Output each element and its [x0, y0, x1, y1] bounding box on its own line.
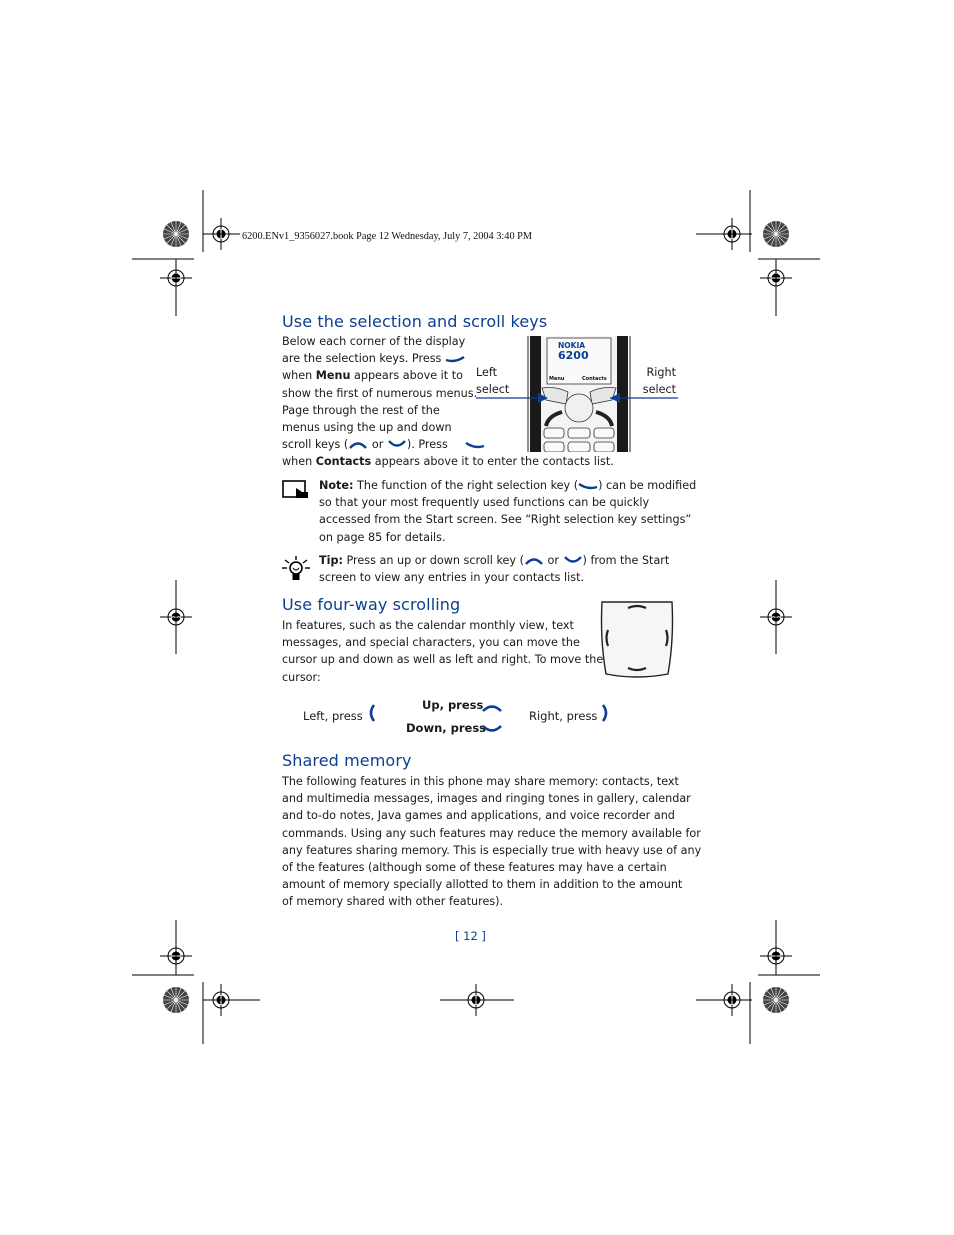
- page-number: [ 12 ]: [455, 929, 486, 943]
- para-line: [282, 453, 682, 470]
- tip-block: [319, 552, 689, 586]
- four-way-key-illustration: [600, 600, 674, 678]
- scroll-down-icon: [481, 725, 503, 735]
- left-select-key-icon: [445, 354, 465, 363]
- para-line: amount of memory specially allotted to them in addition to the amount: [282, 878, 683, 892]
- section-title-four-way: Use four-way scrolling: [282, 595, 461, 614]
- tip-line: [319, 552, 689, 569]
- note-block: [319, 477, 697, 546]
- para-line: Page through the rest of the: [282, 403, 440, 417]
- para-text: appears above it to enter the contacts list.: [371, 455, 614, 469]
- para-text: or: [368, 438, 387, 452]
- tip-text: Press an up or down scroll key (: [342, 554, 524, 567]
- para-line: and multimedia messages, images and ringing tones in gallery, calendar: [282, 792, 691, 806]
- phone-softkey-left: Menu: [549, 376, 565, 382]
- callout-line: Left: [476, 366, 498, 379]
- menu-word: Menu: [315, 369, 351, 383]
- down-press-text: Down, press: [406, 721, 487, 735]
- note-line: [319, 477, 697, 494]
- four-way-paragraph: [282, 617, 602, 686]
- section-title-selection-keys: Use the selection and scroll keys: [282, 312, 548, 331]
- contacts-word: Contacts: [315, 455, 372, 469]
- para-text: when: [282, 369, 316, 383]
- tip-text: ) from the Start: [582, 554, 670, 567]
- scroll-up-icon: [524, 556, 544, 565]
- phone-softkey-right: Contacts: [582, 376, 607, 382]
- tip-text: or: [543, 554, 563, 567]
- shared-memory-paragraph: [282, 773, 702, 911]
- tip-line: screen to view any entries in your contacts list.: [319, 571, 585, 585]
- phone-model: 6200: [558, 349, 589, 362]
- para-text: scroll keys (: [282, 438, 349, 452]
- note-line: on page 85 for details.: [319, 530, 446, 544]
- para-line: cursor up and down as well as left and right. To move the: [282, 653, 604, 667]
- right-press-label: Right, press: [529, 709, 598, 723]
- down-press-label: [406, 721, 486, 735]
- para-line: menus using the up and down: [282, 421, 452, 435]
- tip-lightbulb-icon: [282, 556, 312, 582]
- phone-brand: NOKIA: [558, 341, 586, 350]
- para-line: cursor:: [282, 670, 321, 684]
- section-title-shared-memory: Shared memory: [282, 751, 412, 770]
- scroll-up-icon: [481, 702, 503, 712]
- para-text: when: [282, 455, 316, 469]
- left-press-label: Left, press: [303, 709, 363, 723]
- para-line: commands. Using any such features may reduce the memory available for: [282, 826, 701, 840]
- file-info-header: 6200.ENv1_9356027.book Page 12 Wednesday, July 7, 2004 3:40 PM: [242, 231, 533, 242]
- scroll-down-icon: [563, 556, 583, 565]
- para-line: The following features in this phone may share memory: contacts, text: [282, 775, 679, 788]
- tip-label: Tip:: [319, 554, 343, 567]
- note-line: so that your most frequently used functions can be quickly: [319, 496, 650, 510]
- para-line: of the features (although some of these features may have a certain: [282, 861, 667, 875]
- para-line: Below each corner of the display: [282, 335, 466, 348]
- callout-line: select: [476, 383, 510, 396]
- right-select-key-icon: [578, 481, 598, 490]
- para-line: show the first of numerous menus.: [282, 386, 478, 400]
- scroll-right-icon: [600, 703, 612, 723]
- note-label: Note:: [319, 479, 354, 492]
- scroll-left-icon: [365, 703, 377, 723]
- para-text: appears above it to: [350, 369, 463, 383]
- up-press-label: [422, 698, 483, 712]
- para-line: messages, and special characters, you can move the: [282, 636, 580, 650]
- para-line: of memory shared with other features).: [282, 895, 504, 909]
- callout-line: select: [642, 383, 676, 396]
- phone-illustration: [476, 336, 680, 452]
- para-line: In features, such as the calendar monthly view, text: [282, 619, 574, 632]
- up-press-text: Up, press: [422, 698, 484, 712]
- scroll-up-icon: [348, 440, 368, 449]
- para-line: and to-do notes, Java games and applications, and voice recorder and: [282, 809, 675, 823]
- para-line: any features sharing memory. This is especially true with heavy use of any: [282, 843, 702, 857]
- note-line: accessed from the Start screen. See “Right selection key settings”: [319, 513, 692, 527]
- callout-line: Right: [646, 366, 676, 379]
- note-text: ) can be modified: [598, 479, 697, 492]
- note-text: The function of the right selection key (: [353, 479, 579, 492]
- para-text: ). Press: [406, 438, 448, 452]
- note-icon: [282, 480, 310, 500]
- para-text: are the selection keys. Press: [282, 352, 442, 366]
- scroll-down-icon: [387, 440, 407, 449]
